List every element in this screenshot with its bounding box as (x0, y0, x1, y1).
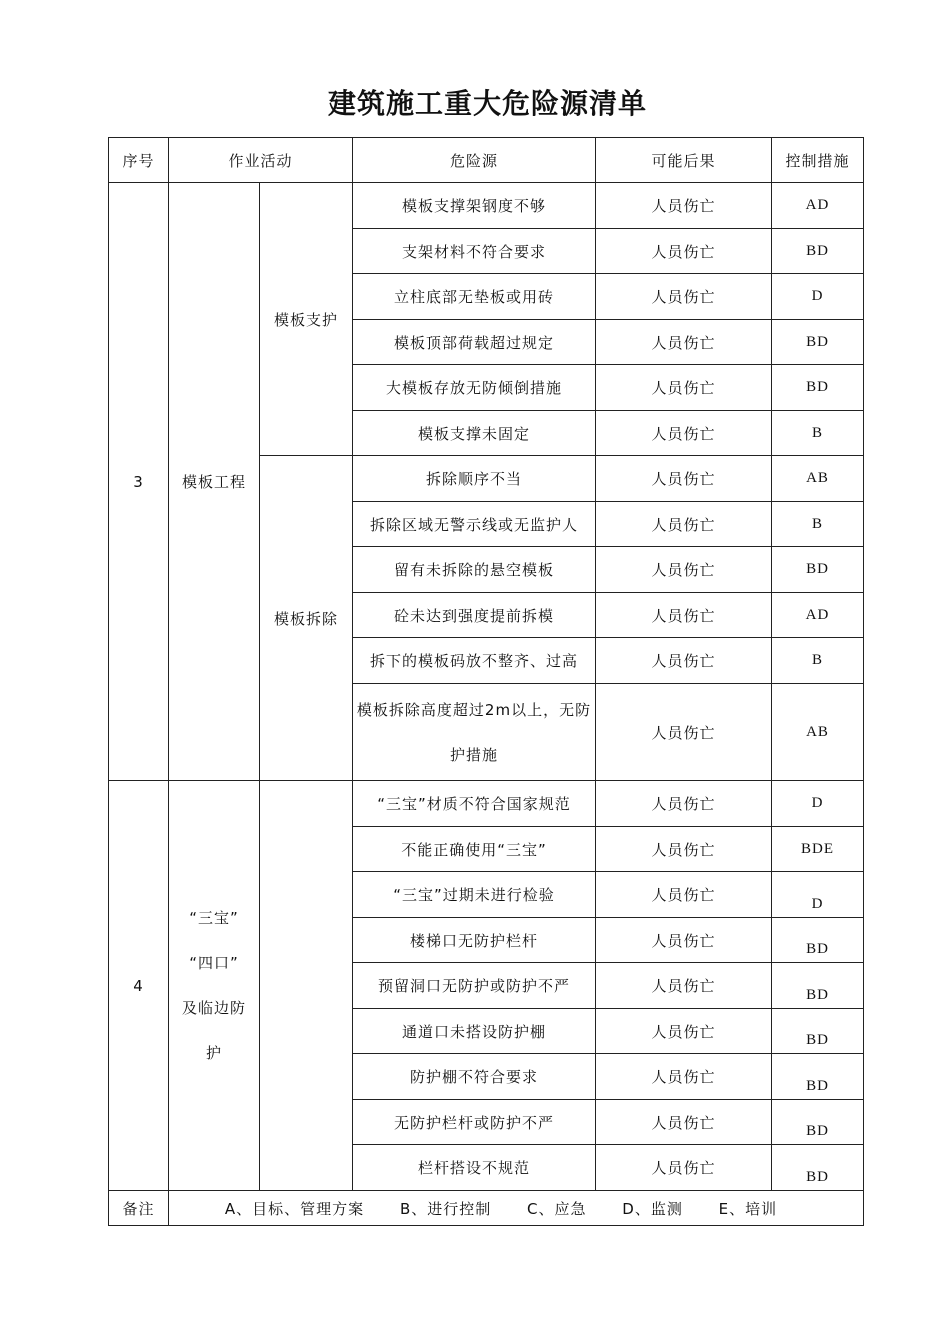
control-cell: AD (772, 183, 864, 229)
consequence-cell: 人员伤亡 (596, 547, 772, 593)
control-cell: BD (772, 963, 864, 1009)
control-cell: BD (772, 1145, 864, 1191)
consequence-cell: 人员伤亡 (596, 502, 772, 547)
section-activity (169, 781, 260, 1191)
control-cell: D (772, 872, 864, 918)
control-cell: AB (772, 684, 864, 781)
control-cell: BD (772, 1100, 864, 1145)
note-item: C、应急 (527, 1199, 587, 1218)
header-seq: 序号 (109, 138, 169, 183)
header-row (109, 138, 864, 183)
consequence-cell: 人员伤亡 (596, 1009, 772, 1054)
header-hazard: 危险源 (353, 138, 596, 183)
hazard-cell: 拆下的模板码放不整齐、过高 (353, 638, 596, 684)
header-consequence: 可能后果 (596, 138, 772, 183)
consequence-cell: 人员伤亡 (596, 684, 772, 781)
hazard-cell: 模板支撑未固定 (353, 411, 596, 456)
note-item: D、监测 (622, 1199, 683, 1218)
section-seq: 3 (109, 183, 169, 781)
note-item: E、培训 (718, 1199, 778, 1218)
control-cell: B (772, 411, 864, 456)
control-cell: D (772, 781, 864, 827)
hazard-cell: 栏杆搭设不规范 (353, 1145, 596, 1191)
consequence-cell: 人员伤亡 (596, 827, 772, 872)
consequence-cell: 人员伤亡 (596, 365, 772, 411)
hazard-cell: 拆除顺序不当 (353, 456, 596, 502)
hazard-cell: “三宝”材质不符合国家规范 (353, 781, 596, 827)
control-cell: BD (772, 229, 864, 274)
control-cell: D (772, 274, 864, 320)
hazard-cell: 留有未拆除的悬空模板 (353, 547, 596, 593)
activity-line: 护 (205, 1043, 222, 1062)
section-activity: 模板工程 (169, 183, 260, 781)
note-item: A、目标、管理方案 (224, 1199, 365, 1218)
subgroup-name: 模板拆除 (260, 456, 353, 781)
hazard-cell: 通道口未搭设防护棚 (353, 1009, 596, 1054)
activity-line: “四口” (189, 953, 239, 972)
notes-label: 备注 (109, 1191, 169, 1226)
hazard-cell: 模板拆除高度超过2m以上，无防护措施 (353, 684, 596, 781)
consequence-cell: 人员伤亡 (596, 274, 772, 320)
consequence-cell: 人员伤亡 (596, 411, 772, 456)
consequence-cell: 人员伤亡 (596, 593, 772, 638)
control-cell: BD (772, 1009, 864, 1054)
control-cell: AB (772, 456, 864, 502)
consequence-cell: 人员伤亡 (596, 183, 772, 229)
subgroup-blank (260, 781, 353, 1191)
consequence-cell: 人员伤亡 (596, 1145, 772, 1191)
activity-line: “三宝” (189, 908, 239, 927)
control-cell: BD (772, 547, 864, 593)
hazard-cell: 楼梯口无防护栏杆 (353, 918, 596, 963)
subgroup-name: 模板支护 (260, 183, 353, 456)
hazard-cell: “三宝”过期未进行检验 (353, 872, 596, 918)
document-title: 建筑施工重大危险源清单 (327, 87, 647, 120)
control-cell: AD (772, 593, 864, 638)
hazard-cell: 立柱底部无垫板或用砖 (353, 274, 596, 320)
consequence-cell: 人员伤亡 (596, 781, 772, 827)
hazard-cell: 砼未达到强度提前拆模 (353, 593, 596, 638)
hazard-table (108, 137, 864, 1226)
note-item: B、进行控制 (399, 1199, 492, 1218)
consequence-cell: 人员伤亡 (596, 872, 772, 918)
hazard-cell: 支架材料不符合要求 (353, 229, 596, 274)
hazard-cell: 不能正确使用“三宝” (353, 827, 596, 872)
control-cell: BD (772, 320, 864, 365)
consequence-cell: 人员伤亡 (596, 638, 772, 684)
consequence-cell: 人员伤亡 (596, 456, 772, 502)
control-cell: B (772, 502, 864, 547)
consequence-cell: 人员伤亡 (596, 963, 772, 1009)
table-row (109, 781, 864, 827)
activity-line: 及临边防 (181, 998, 246, 1017)
consequence-cell: 人员伤亡 (596, 229, 772, 274)
control-cell: BDE (772, 827, 864, 872)
table-row (109, 183, 864, 229)
section-seq: 4 (109, 781, 169, 1191)
notes-row (109, 1191, 864, 1226)
hazard-cell: 拆除区域无警示线或无监护人 (353, 502, 596, 547)
hazard-cell: 大模板存放无防倾倒措施 (353, 365, 596, 411)
consequence-cell: 人员伤亡 (596, 1054, 772, 1100)
notes-content (169, 1191, 864, 1226)
header-control: 控制措施 (772, 138, 864, 183)
control-cell: BD (772, 365, 864, 411)
control-cell: B (772, 638, 864, 684)
control-cell: BD (772, 918, 864, 963)
control-cell: BD (772, 1054, 864, 1100)
consequence-cell: 人员伤亡 (596, 918, 772, 963)
hazard-cell: 无防护栏杆或防护不严 (353, 1100, 596, 1145)
header-activity: 作业活动 (169, 138, 353, 183)
hazard-cell: 模板支撑架钢度不够 (353, 183, 596, 229)
consequence-cell: 人员伤亡 (596, 320, 772, 365)
consequence-cell: 人员伤亡 (596, 1100, 772, 1145)
hazard-cell: 预留洞口无防护或防护不严 (353, 963, 596, 1009)
hazard-cell: 模板顶部荷载超过规定 (353, 320, 596, 365)
hazard-cell: 防护棚不符合要求 (353, 1054, 596, 1100)
